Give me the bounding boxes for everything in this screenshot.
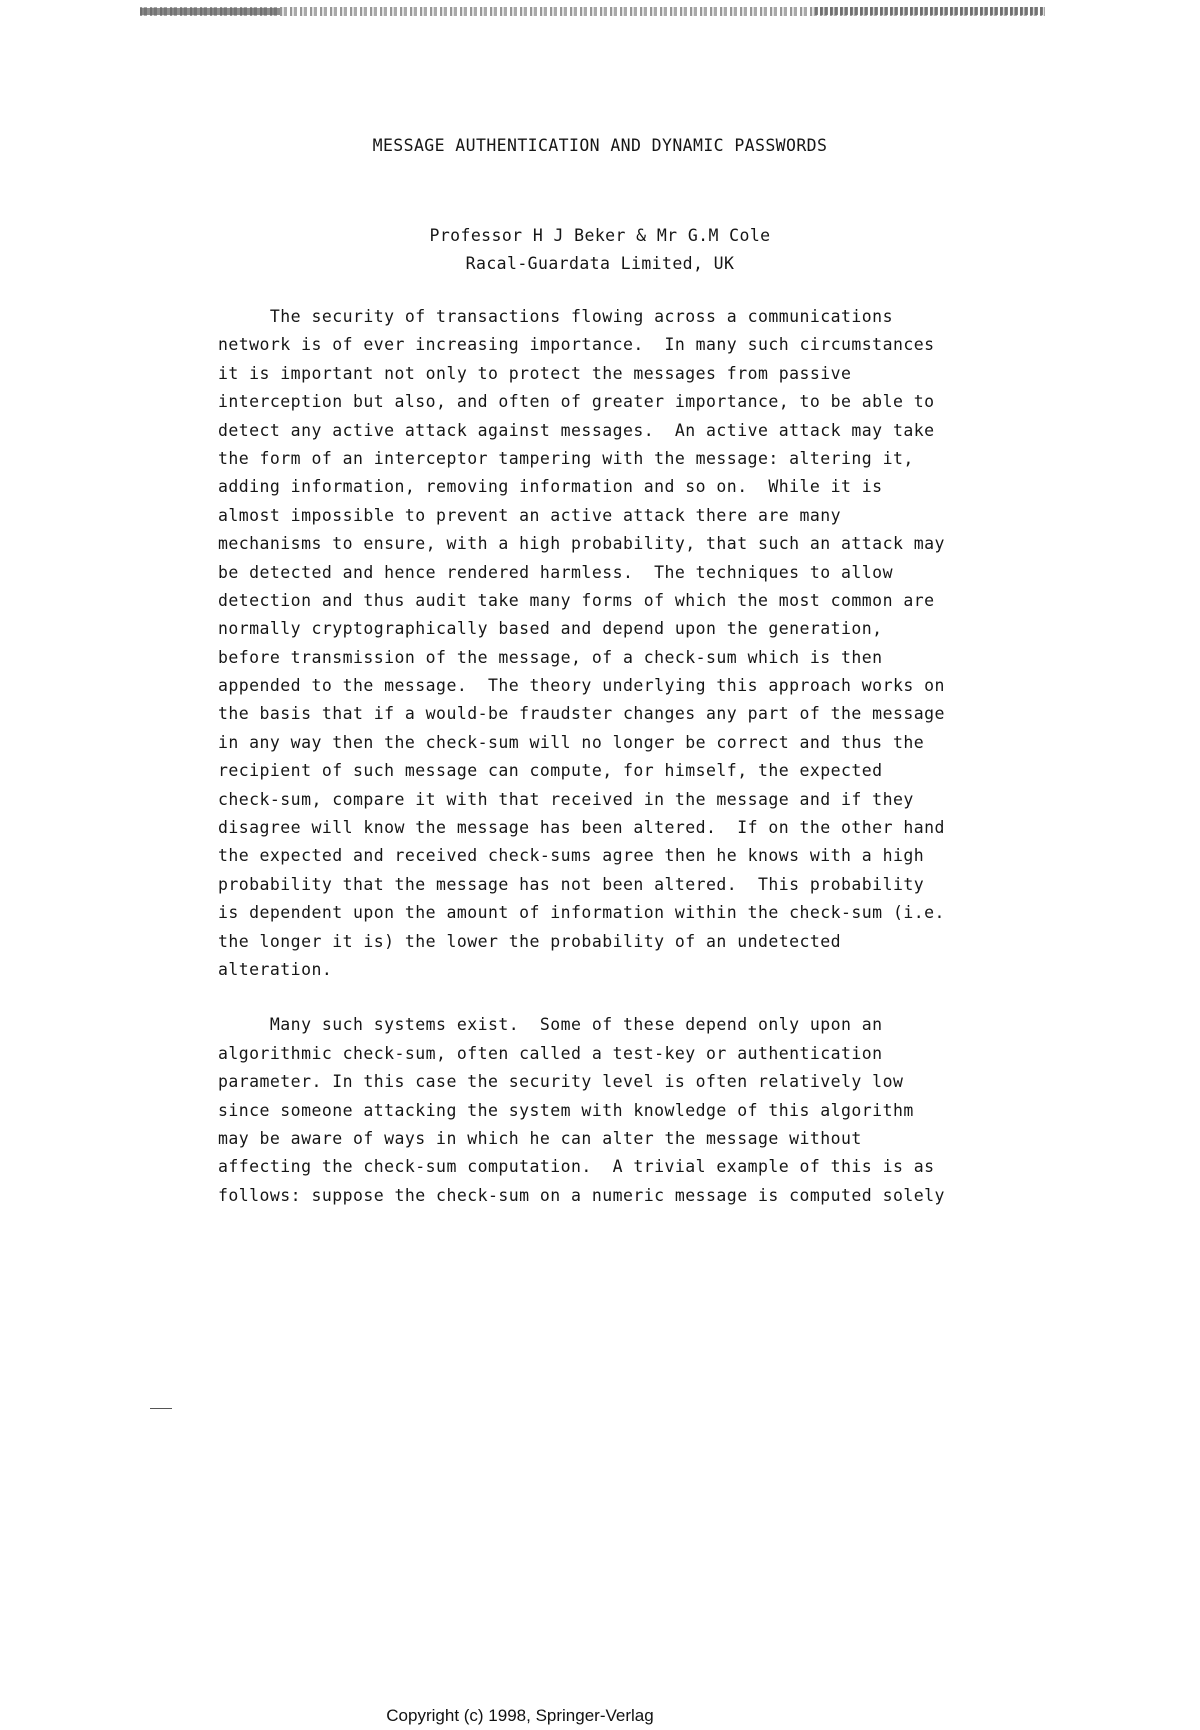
scan-edge-artifact — [140, 7, 1045, 16]
text-line: affecting the check-sum computation. A trivial example of this is as — [218, 1157, 935, 1177]
text-line: detection and thus audit take many forms of which the most common are — [218, 590, 935, 610]
author-block — [0, 222, 1200, 278]
text-line: recipient of such message can compute, for himself, the expected — [218, 761, 883, 781]
text-line: before transmission of the message, of a check-sum which is then — [218, 647, 883, 667]
text-line: the basis that if a would-be fraudster changes any part of the message — [218, 704, 945, 724]
text-line: normally cryptographically based and depend upon the generation, — [218, 619, 883, 639]
paragraph-gap — [218, 984, 1048, 1011]
text-line: appended to the message. The theory underlying this approach works on — [218, 676, 945, 696]
body-text — [218, 303, 1048, 1210]
author-affiliation: Racal-Guardata Limited, UK — [465, 254, 735, 273]
text-line: network is of ever increasing importance. In many such circumstances — [218, 335, 935, 355]
author-names: Professor H J Beker & Mr G.M Cole — [429, 226, 771, 245]
text-line: disagree will know the message has been altered. If on the other hand — [218, 818, 945, 838]
text-line: Many such systems exist. Some of these depend only upon an — [218, 1015, 883, 1035]
text-line: probability that the message has not been altered. This probability — [218, 874, 925, 894]
text-line: alteration. — [218, 959, 333, 979]
text-line: the expected and received check-sums agree then he knows with a high — [218, 846, 925, 866]
text-line: follows: suppose the check-sum on a numeric message is computed solely — [218, 1185, 945, 1205]
text-line: adding information, removing information and so on. While it is — [218, 477, 883, 497]
text-line: interception but also, and often of greater importance, to be able to — [218, 392, 935, 412]
text-line: may be aware of ways in which he can alter the message without — [218, 1128, 862, 1148]
text-line: parameter. In this case the security level is often relatively low — [218, 1072, 904, 1092]
text-line: the longer it is) the lower the probability of an undetected — [218, 931, 842, 951]
paragraph-2 — [218, 1011, 1048, 1210]
text-line: it is important not only to protect the messages from passive — [218, 363, 852, 383]
text-line: in any way then the check-sum will no longer be correct and thus the — [218, 732, 925, 752]
text-line: since someone attacking the system with knowledge of this algorithm — [218, 1100, 914, 1120]
text-line: The security of transactions flowing across a communications — [218, 307, 893, 326]
paper-title: MESSAGE AUTHENTICATION AND DYNAMIC PASSWORDS — [372, 136, 828, 155]
text-line: the form of an interceptor tampering with the message: altering it, — [218, 448, 914, 468]
text-line: mechanisms to ensure, with a high probability, that such an attack may — [218, 534, 945, 554]
copyright-footer: Copyright (c) 1998, Springer-Verlag — [386, 1706, 654, 1725]
margin-mark — [150, 1408, 172, 1409]
text-line: algorithmic check-sum, often called a test-key or authentication — [218, 1043, 883, 1063]
text-line: is dependent upon the amount of information within the check-sum (i.e. — [218, 903, 945, 923]
text-line: be detected and hence rendered harmless. The techniques to allow — [218, 562, 893, 582]
paragraph-1 — [218, 303, 1048, 984]
text-line: almost impossible to prevent an active attack there are many — [218, 505, 842, 525]
text-line: detect any active attack against messages. An active attack may take — [218, 420, 935, 440]
text-line: check-sum, compare it with that received in the message and if they — [218, 789, 914, 809]
